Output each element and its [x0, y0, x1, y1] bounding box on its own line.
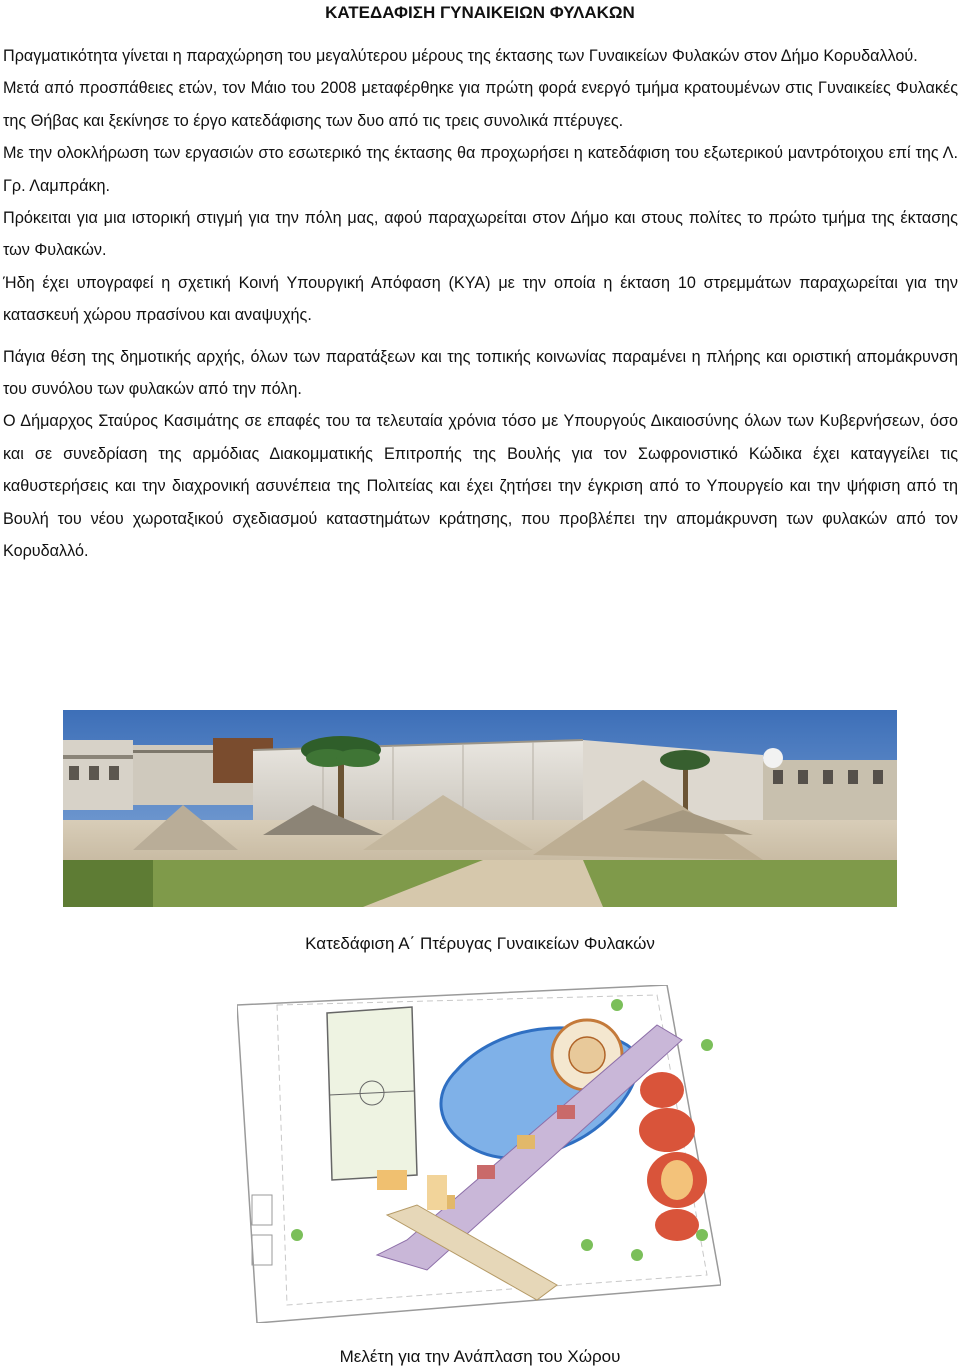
paragraph-mayor: Ο Δήμαρχος Σταύρος Κασιμάτης σε επαφές του τα τελευταία χρόνια τόσο με Υπουργούς Δικαιοσύνης όλων των Κυβερνήσεων, όσο και σε συνεδρίαση της αρμόδιας Διακομματικής Επιτροπής της Βουλής για τον Σωφρονιστικό Κώδικα έχει καταγγείλει τις καθυστερήσεις και την διαχρονική ασυνέπεια της Πολιτείας και έχει ζητήσει την έγκριση από το Υπουργείο και την ψήφιση από τη Βουλή του νέου χωροταξικού σχεδιασμού καταστημάτων κράτησης, που προβλέπει την απομάκρυνση των φυλακών από τον Κορυδαλλό. [3, 412, 958, 561]
paragraph-demolition-start: Μετά από προσπάθειες ετών, τον Μάιο του 2008 μεταφέρθηκε για πρώτη φορά ενεργό τμήμα κρατουμένων στις Γυναικείες Φυλακές της Θήβας και ξεκίνησε το έργο κατεδάφισης των δυο από τις τρεις συνολικά πτέρυγες. [3, 79, 958, 130]
paragraph-municipal-position: Πάγια θέση της δημοτικής αρχής, όλων των παρατάξεων και της τοπικής κοινωνίας παραμένει η πλήρης και οριστική απομάκρυνση του συνόλου των φυλακών από την πόλη. [3, 347, 958, 399]
paragraph-handover: Πραγματικότητα γίνεται η παραχώρηση του μεγαλύτερου μέρους της έκτασης των Γυναικείων Φυλακών στον Δήμο Κορυδαλλού. [3, 47, 918, 65]
paragraph-outer-wall: Με την ολοκλήρωση των εργασιών στο εσωτερικό της έκτασης θα προχωρήσει η κατεδάφιση του εξωτερικού μαντρότοιχου επί της Λ. Γρ. Λαμπράκη. [3, 144, 958, 195]
photo-caption: Κατεδάφιση Α΄ Πτέρυγας Γυναικείων Φυλακών [305, 934, 655, 953]
paragraph-historic-moment: Πρόκειται για μια ιστορική στιγμή για την πόλη μας, αφού παραχωρείται στον Δήμο και στους πολίτες το πρώτο τμήμα της έκτασης των Φυλακών. [3, 209, 958, 260]
document-body [3, 40, 958, 568]
demolition-photo [63, 710, 897, 907]
document-title: ΚΑΤΕΔΑΦΙΣΗ ΓΥΝΑΙΚΕΙΩΝ ΦΥΛΑΚΩΝ [325, 3, 635, 22]
plan-caption: Μελέτη για την Ανάπλαση του Χώρου [339, 1347, 621, 1366]
paragraph-kya: Ήδη έχει υπογραφεί η σχετική Κοινή Υπουργική Απόφαση (ΚΥΑ) με την οποία η έκταση 10 στρεμμάτων παραχωρείται για την κατασκευή χώρου πρασίνου και αναψυχής. [3, 273, 958, 325]
redevelopment-plan-drawing [237, 985, 721, 1323]
